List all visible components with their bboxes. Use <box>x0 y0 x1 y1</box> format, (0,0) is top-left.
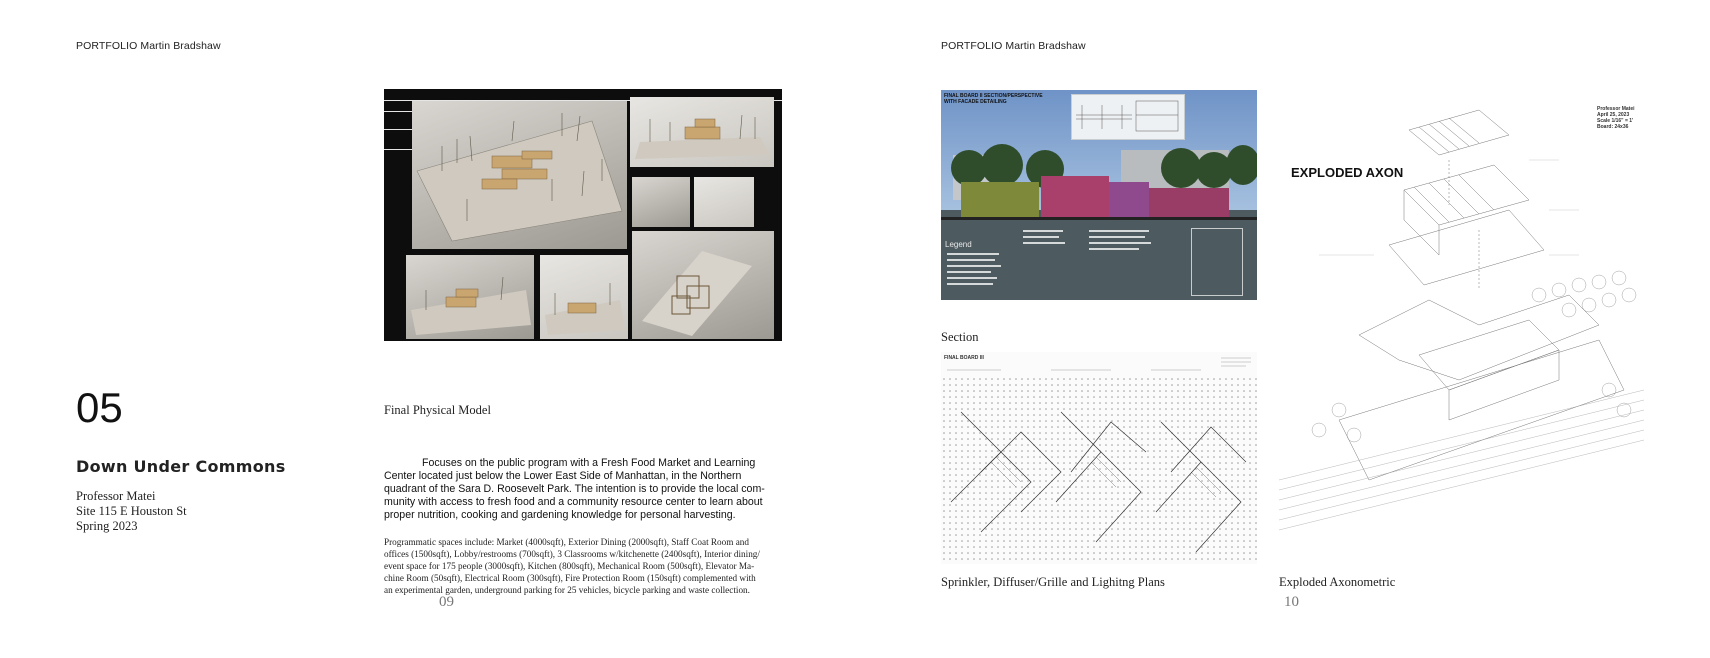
section-caption: Section <box>941 330 979 344</box>
model-photo-top-right <box>630 97 774 167</box>
right-page <box>855 0 1710 658</box>
plans-caption: Sprinkler, Diffuser/Grille and Lighitng Plans <box>941 575 1165 589</box>
page-number: 10 <box>1284 594 1299 610</box>
section-perspective-board-image <box>941 90 1257 300</box>
model-photo-detail-b <box>694 177 754 227</box>
axon-board-title: EXPLODED AXON <box>1291 165 1404 180</box>
description-line: proper nutrition, cooking and gardening knowledge for personal harvesting. <box>384 509 736 521</box>
exploded-axon-board-image <box>1279 90 1644 536</box>
description-line: quadrant of the Sara D. Roosevelt Park. The intention is to provide the local com- <box>384 483 765 495</box>
professor-line: Professor Matei <box>76 489 156 503</box>
programmatic-spaces <box>384 536 784 596</box>
spaces-line: offices (1500sqft), Lobby/restrooms (700sqft), 3 Classrooms w/kitchenette (2400sqft), Interior dining/ <box>384 549 760 559</box>
project-title: Down Under Commons <box>76 457 286 476</box>
spaces-line: chine Room (50sqft), Electrical Room (300sqft), Fire Protection Room (150sqft) complemented with <box>384 573 756 583</box>
section-board-subtitle: WITH FACADE DETAILING <box>944 99 1007 105</box>
spaces-line: Programmatic spaces include: Market (4000sqft), Exterior Dining (2000sqft), Staff Coat Room and <box>384 537 749 547</box>
model-photo-main <box>412 101 627 249</box>
portfolio-header: PORTFOLIO Martin Bradshaw <box>941 40 1086 52</box>
sprinkler-plans-board-image <box>941 352 1257 564</box>
model-photo-plan-view <box>632 231 774 339</box>
site-line: Site 115 E Houston St <box>76 504 187 518</box>
spaces-line: an experimental garden, underground parking for 25 vehicles, bicycle parking and waste collection. <box>384 585 750 595</box>
section-board-title: FINAL BOARD II SECTION/PERSPECTIVE <box>944 93 1043 99</box>
description-line: munity with access to fresh food and a community resource center to learn about <box>384 496 763 508</box>
model-caption: Final Physical Model <box>384 403 491 417</box>
final-model-board-image <box>384 89 782 341</box>
page-number: 09 <box>439 594 454 610</box>
model-photo-bottom-middle <box>540 255 628 339</box>
facade-detail-drawing <box>1071 94 1185 140</box>
axon-meta-line: April 25, 2023 <box>1597 112 1630 118</box>
axon-meta-line: Professor Matei <box>1597 106 1635 112</box>
project-number: 05 <box>76 384 123 431</box>
axon-board-meta <box>1597 106 1635 130</box>
description-line: Center located just below the Lower East Side of Manhattan, in the Northern <box>384 470 742 482</box>
model-photo-detail-a <box>632 177 690 227</box>
portfolio-header: PORTFOLIO Martin Bradshaw <box>76 40 221 52</box>
plans-board-title: FINAL BOARD III <box>944 355 984 361</box>
spaces-line: event space for 175 people (3000sqft), Kitchen (800sqft), Mechanical Room (500sqft), Elevator Ma- <box>384 561 755 571</box>
model-photo-bottom-left <box>406 255 534 339</box>
section-legend-label: Legend <box>945 240 972 249</box>
axon-meta-line: Board: 24x36 <box>1597 124 1629 130</box>
project-meta <box>76 489 187 534</box>
project-description <box>384 457 784 522</box>
axon-meta-line: Scale 1/16" = 1' <box>1597 118 1634 124</box>
description-line: Focuses on the public program with a Fresh Food Market and Learning <box>422 457 756 469</box>
semester-line: Spring 2023 <box>76 519 138 533</box>
axon-caption: Exploded Axonometric <box>1279 575 1396 589</box>
